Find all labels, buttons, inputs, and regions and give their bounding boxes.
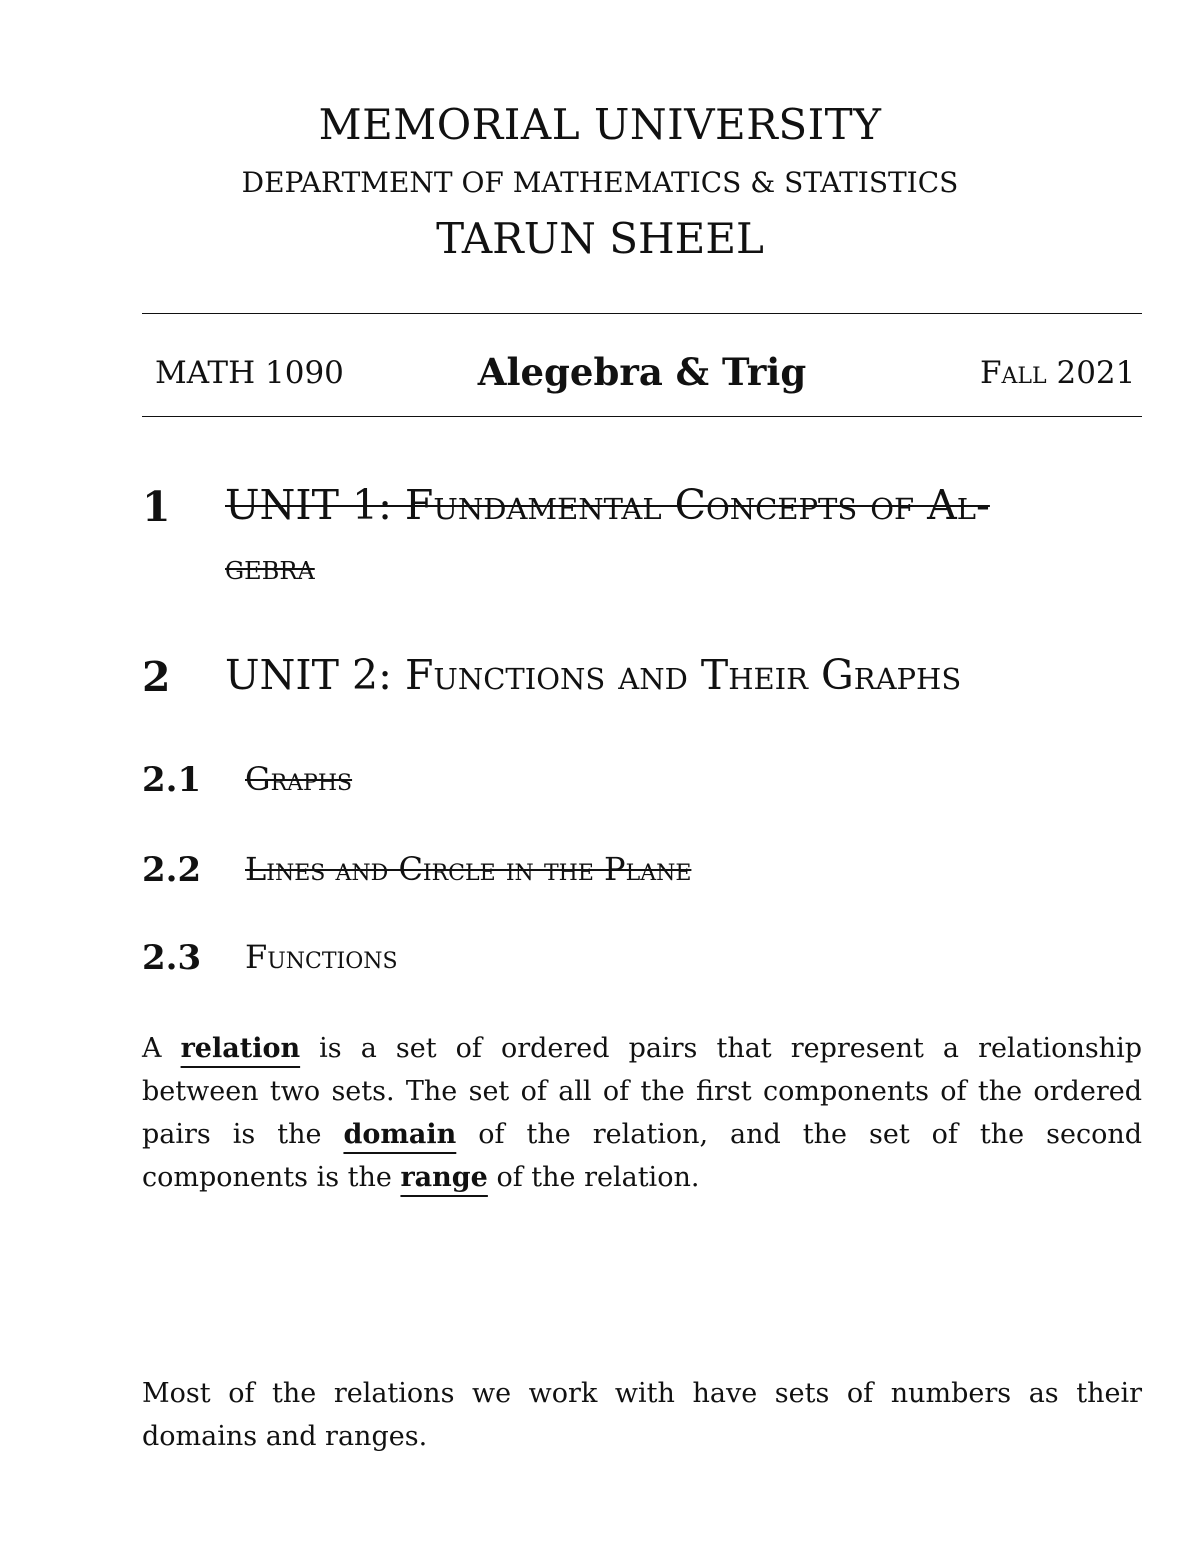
course-term: Fall 2021 (980, 355, 1136, 391)
section-2-1-title: Graphs (245, 760, 353, 798)
section-2-1-number: 2.1 (142, 760, 202, 800)
section-2-title-rest: Functions and Their Graphs (404, 651, 962, 699)
section-2-number: 2 (142, 653, 171, 701)
paragraph-1-text-b: is a set of ordered pairs that represent a relationship between two sets. The set of all of the first components of the ordered pairs is the (142, 1033, 1142, 1150)
author-name: TARUN SHEEL (436, 214, 764, 263)
course-title: Alegebra & Trig (477, 350, 807, 394)
paragraph-1-text-a: A (142, 1033, 181, 1064)
keyword-relation: relation (180, 1033, 301, 1064)
section-1-title-line1: UNIT 1: Fundamental Concepts of Al- (225, 481, 990, 529)
relation-definition-paragraph (142, 1027, 1142, 1199)
section-2-2-number: 2.2 (142, 850, 202, 890)
section-1-title-line2: gebra (225, 548, 315, 588)
section-2-3-title: Functions (245, 938, 398, 976)
section-2-2-title: Lines and Circle in the Plane (245, 850, 692, 888)
paragraph-1-text-c: of the relation, and the set of the second components is the (142, 1119, 1142, 1193)
university-name: MEMORIAL UNIVERSITY (318, 100, 882, 149)
section-2-title-prefix: UNIT 2: (225, 651, 392, 699)
section-2-title (225, 651, 961, 699)
bottom-rule (142, 416, 1142, 417)
keyword-domain: domain (343, 1119, 457, 1150)
keyword-range: range (400, 1162, 488, 1193)
section-2-3-number: 2.3 (142, 938, 202, 978)
top-rule (142, 313, 1142, 314)
number-relations-paragraph: Most of the relations we work with have sets of numbers as their domains and ranges. (142, 1378, 1142, 1452)
paragraph-1-text-d: of the relation. (487, 1162, 700, 1193)
section-1-number: 1 (142, 483, 171, 531)
course-code: MATH 1090 (155, 355, 344, 391)
department-name: DEPARTMENT OF MATHEMATICS & STATISTICS (241, 166, 959, 199)
